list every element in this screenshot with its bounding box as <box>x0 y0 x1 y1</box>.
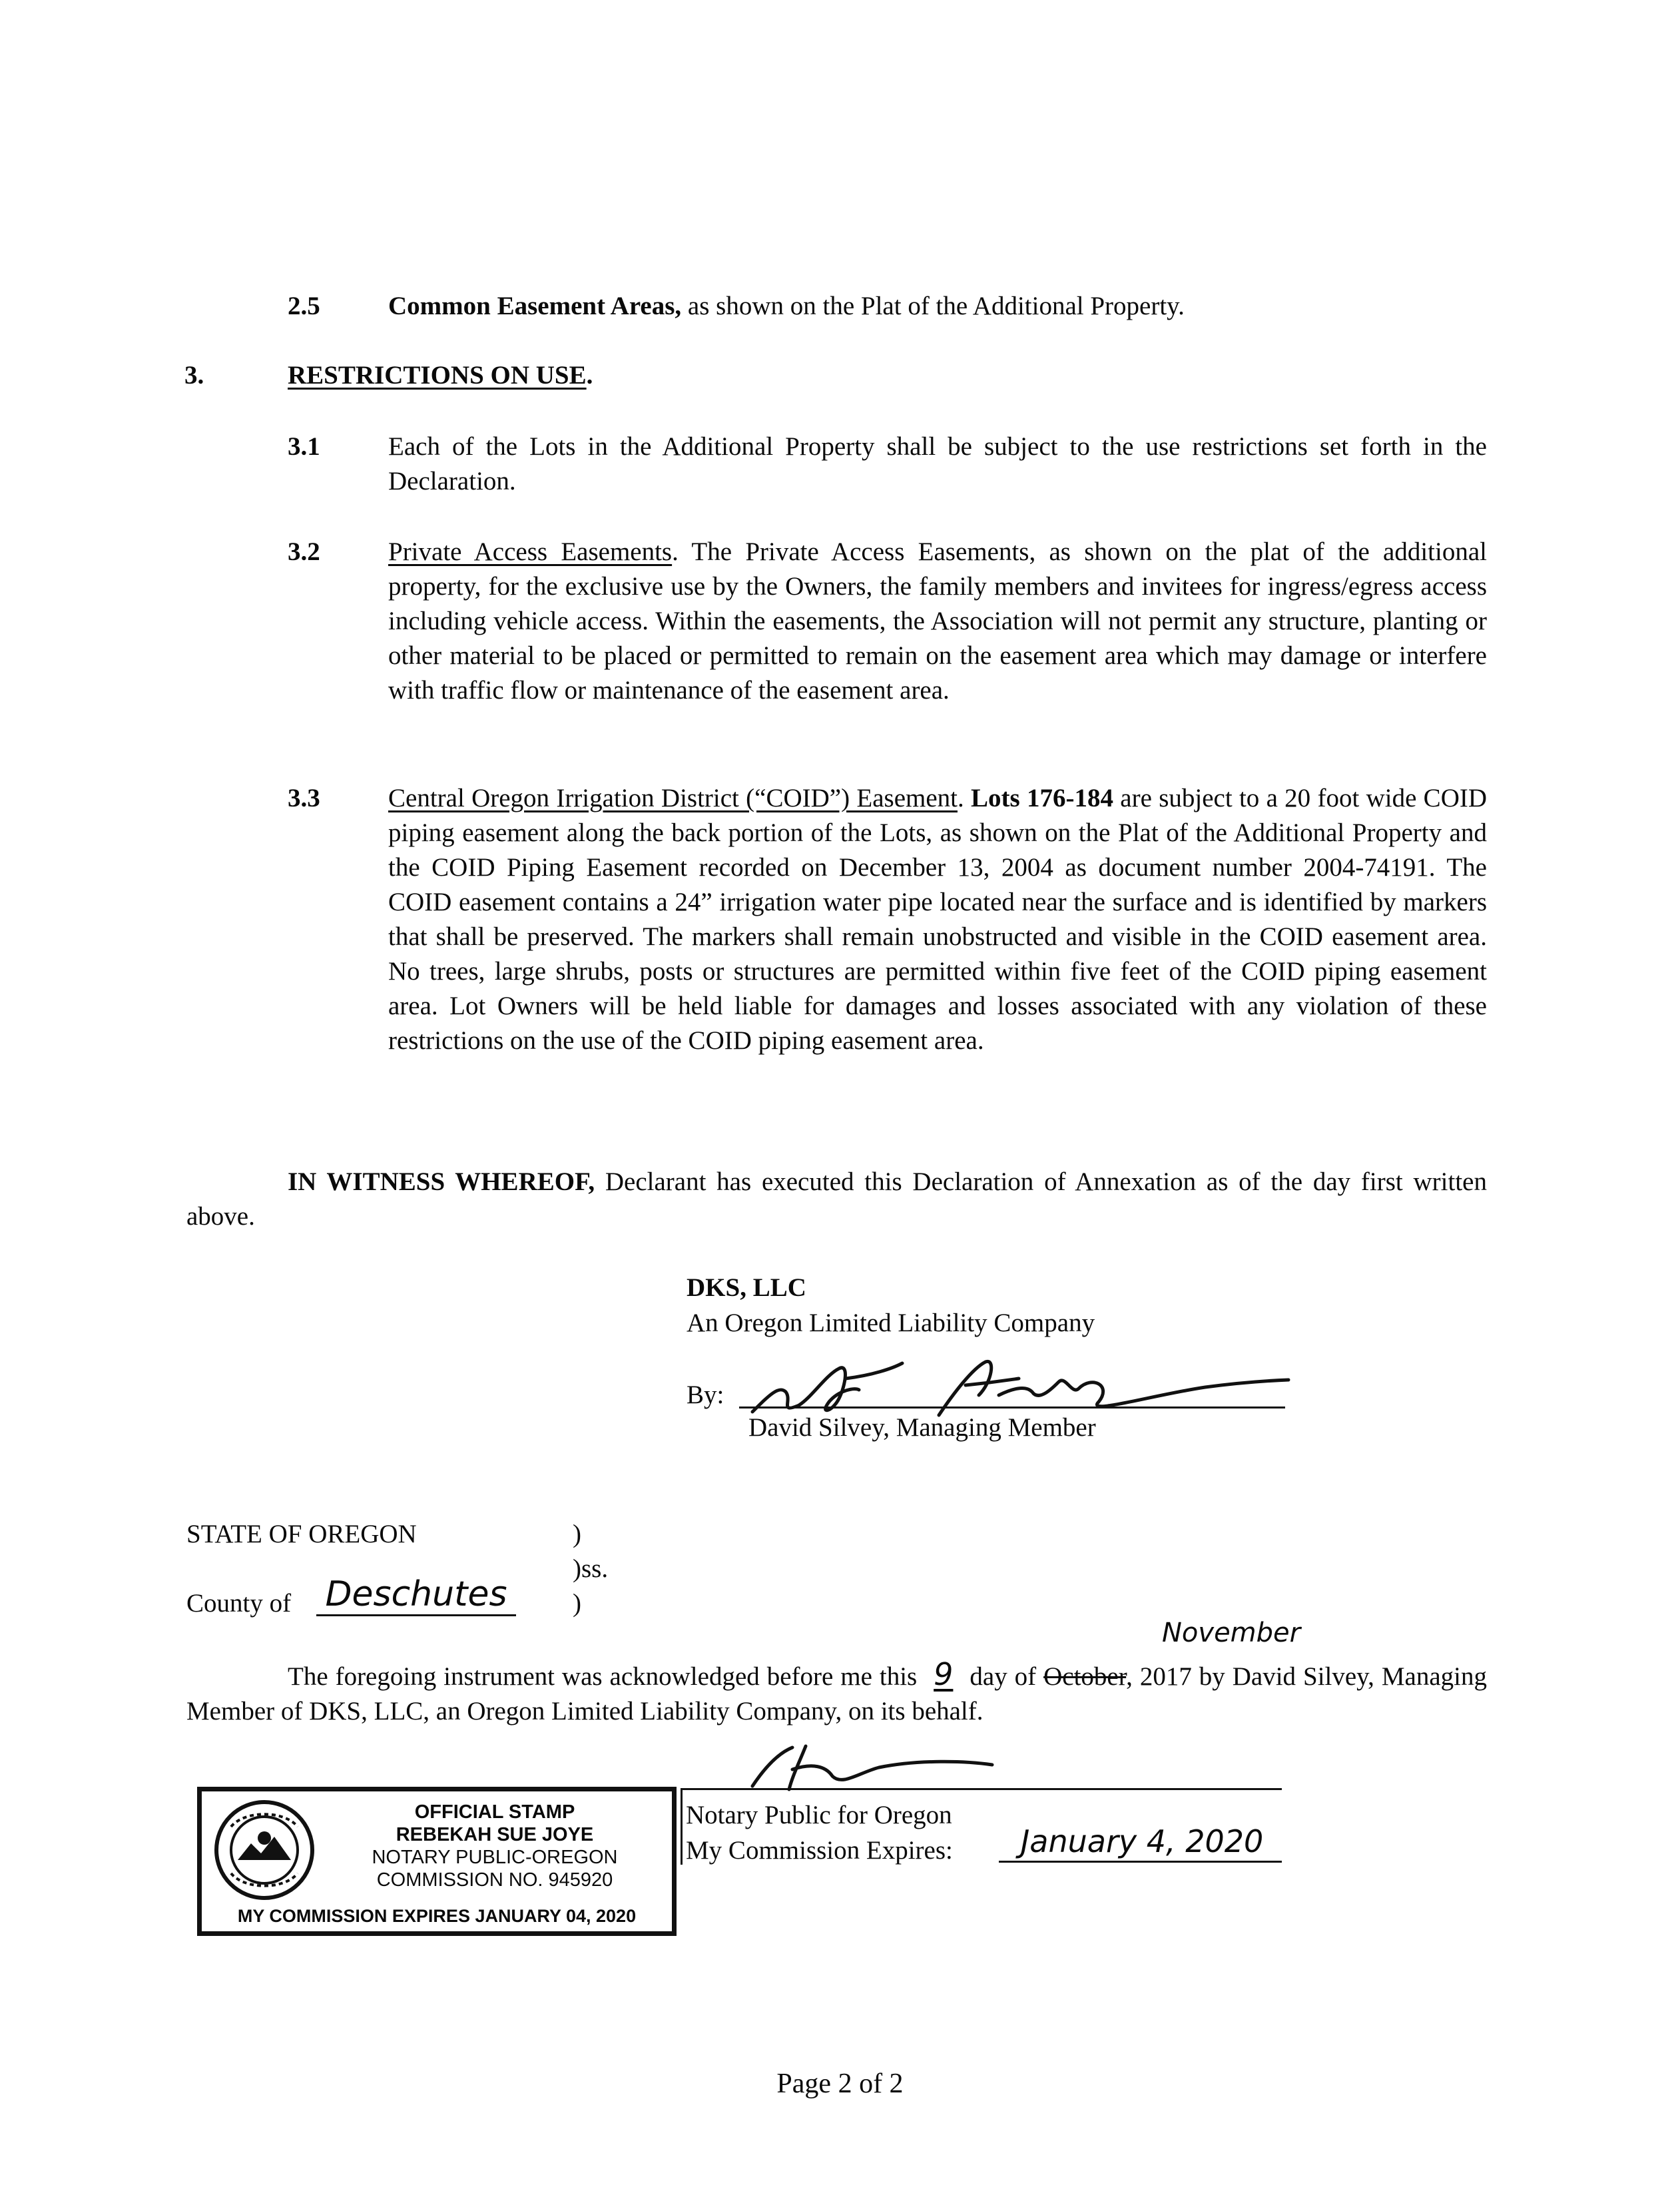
stamp-line-3: NOTARY PUBLIC-OREGON <box>372 1847 618 1868</box>
section-3-2-text: . The Private Access Easements, as shown on the plat of the additional property, for the exclusive use by the Owners, the family members and invitees for ingress/egress access including vehicle access. Within the easements, the Association will not permit any structure, planting or other material to be placed or permitted to remain on the easement area which may damage or interfere with traffic flow or maintenance of the easement area. <box>388 537 1487 705</box>
signer-name: David Silvey, Managing Member <box>748 1413 1096 1442</box>
section-3-3-heading: Central Oregon Irrigation District (“COID”) Easement <box>388 784 958 812</box>
section-number-3-1: 3.1 <box>288 432 320 461</box>
notary-stamp <box>197 1787 677 1936</box>
ack-part-1: The foregoing instrument was acknowledged before me this <box>288 1662 925 1691</box>
section-3-heading: RESTRICTIONS ON USE <box>288 361 587 390</box>
county-underline <box>316 1614 516 1616</box>
section-number-3: 3. <box>184 361 204 390</box>
notary-signature-line <box>683 1788 1282 1790</box>
notary-signature-image <box>726 1739 1005 1793</box>
section-3-2-heading: Private Access Easements <box>388 537 673 566</box>
ack-day: 9 <box>934 1656 954 1692</box>
notary-block-rule <box>681 1788 683 1865</box>
signature-line <box>739 1407 1285 1408</box>
county-label: County of <box>186 1589 292 1618</box>
section-number-3-2: 3.2 <box>288 537 320 566</box>
venue-state: STATE OF OREGON <box>186 1520 417 1548</box>
month-inserted: November <box>1162 1618 1301 1648</box>
section-2-5 <box>388 289 1487 324</box>
section-2-5-text: as shown on the Plat of the Additional Property. <box>681 292 1185 320</box>
section-number-3-3: 3.3 <box>288 784 320 812</box>
section-number-2-5: 2.5 <box>288 292 320 320</box>
stamp-line-4: COMMISSION NO. 945920 <box>376 1869 613 1891</box>
venue-ss: )ss. <box>573 1554 609 1583</box>
ack-part-2: day of <box>962 1662 1044 1691</box>
stamp-text-block <box>322 1801 668 1891</box>
county-value: Deschutes <box>325 1574 507 1614</box>
witness-paragraph <box>186 1165 1487 1234</box>
section-3-title <box>288 358 593 393</box>
witness-lead: IN WITNESS WHEREOF, <box>288 1167 595 1196</box>
stamp-line-1: OFFICIAL STAMP <box>414 1801 575 1823</box>
section-3-2 <box>388 535 1487 708</box>
commission-expires-value: January 4, 2020 <box>1020 1823 1264 1859</box>
stamp-line-2: REBEKAH SUE JOYE <box>396 1824 594 1845</box>
section-2-5-heading: Common Easement Areas, <box>388 292 682 320</box>
month-struck: October <box>1043 1662 1127 1691</box>
page-number: Page 2 of 2 <box>776 2068 904 2099</box>
section-3-3-text-a: . <box>958 784 972 812</box>
section-3-trail: . <box>586 361 593 390</box>
venue-paren-1: ) <box>573 1520 581 1548</box>
section-3-3 <box>388 781 1487 1058</box>
ack-part-3: , 2017 by David Silvey, Managing Member of DKS, LLC, an Oregon Limited Liability Company, on its behalf. <box>186 1662 1487 1725</box>
company-name: DKS, LLC <box>687 1273 806 1302</box>
stamp-line-5: MY COMMISSION EXPIRES JANUARY 04, 2020 <box>237 1906 637 1926</box>
notary-title: Notary Public for Oregon <box>686 1801 952 1829</box>
section-3-3-lots: Lots 176-184 <box>971 784 1114 812</box>
commission-expires-label: My Commission Expires: <box>686 1836 953 1865</box>
section-3-1-text: Each of the Lots in the Additional Property shall be subject to the use restrictions set forth in the Declaration. <box>388 432 1487 495</box>
by-label: By: <box>687 1381 724 1409</box>
oregon-seal-icon <box>211 1797 318 1903</box>
company-description: An Oregon Limited Liability Company <box>687 1309 1095 1337</box>
acknowledgment-paragraph <box>186 1657 1487 1729</box>
commission-expires-underline <box>999 1861 1282 1863</box>
section-3-3-text-b: are subject to a 20 foot wide COID piping easement along the back portion of the Lots, as shown on the Plat of the Additional Property and the COID Piping Easement recorded on December 13, 2004 as document number 2004-74191. The COID easement contains a 24” irrigation water pipe located near the surface and is identified by markers that shall be preserved. The markers shall remain unobstructed and visible in the COID easement area. No trees, large shrubs, posts or structures are permitted within five feet of the COID piping easement area. Lot Owners will be held liable for damages and losses associated with any violation of these restrictions on the use of the COID piping easement area. <box>388 784 1488 1055</box>
venue-paren-2: ) <box>573 1589 581 1618</box>
witness-text: Declarant has executed this Declaration of Annexation as of the day first written above. <box>186 1167 1487 1231</box>
